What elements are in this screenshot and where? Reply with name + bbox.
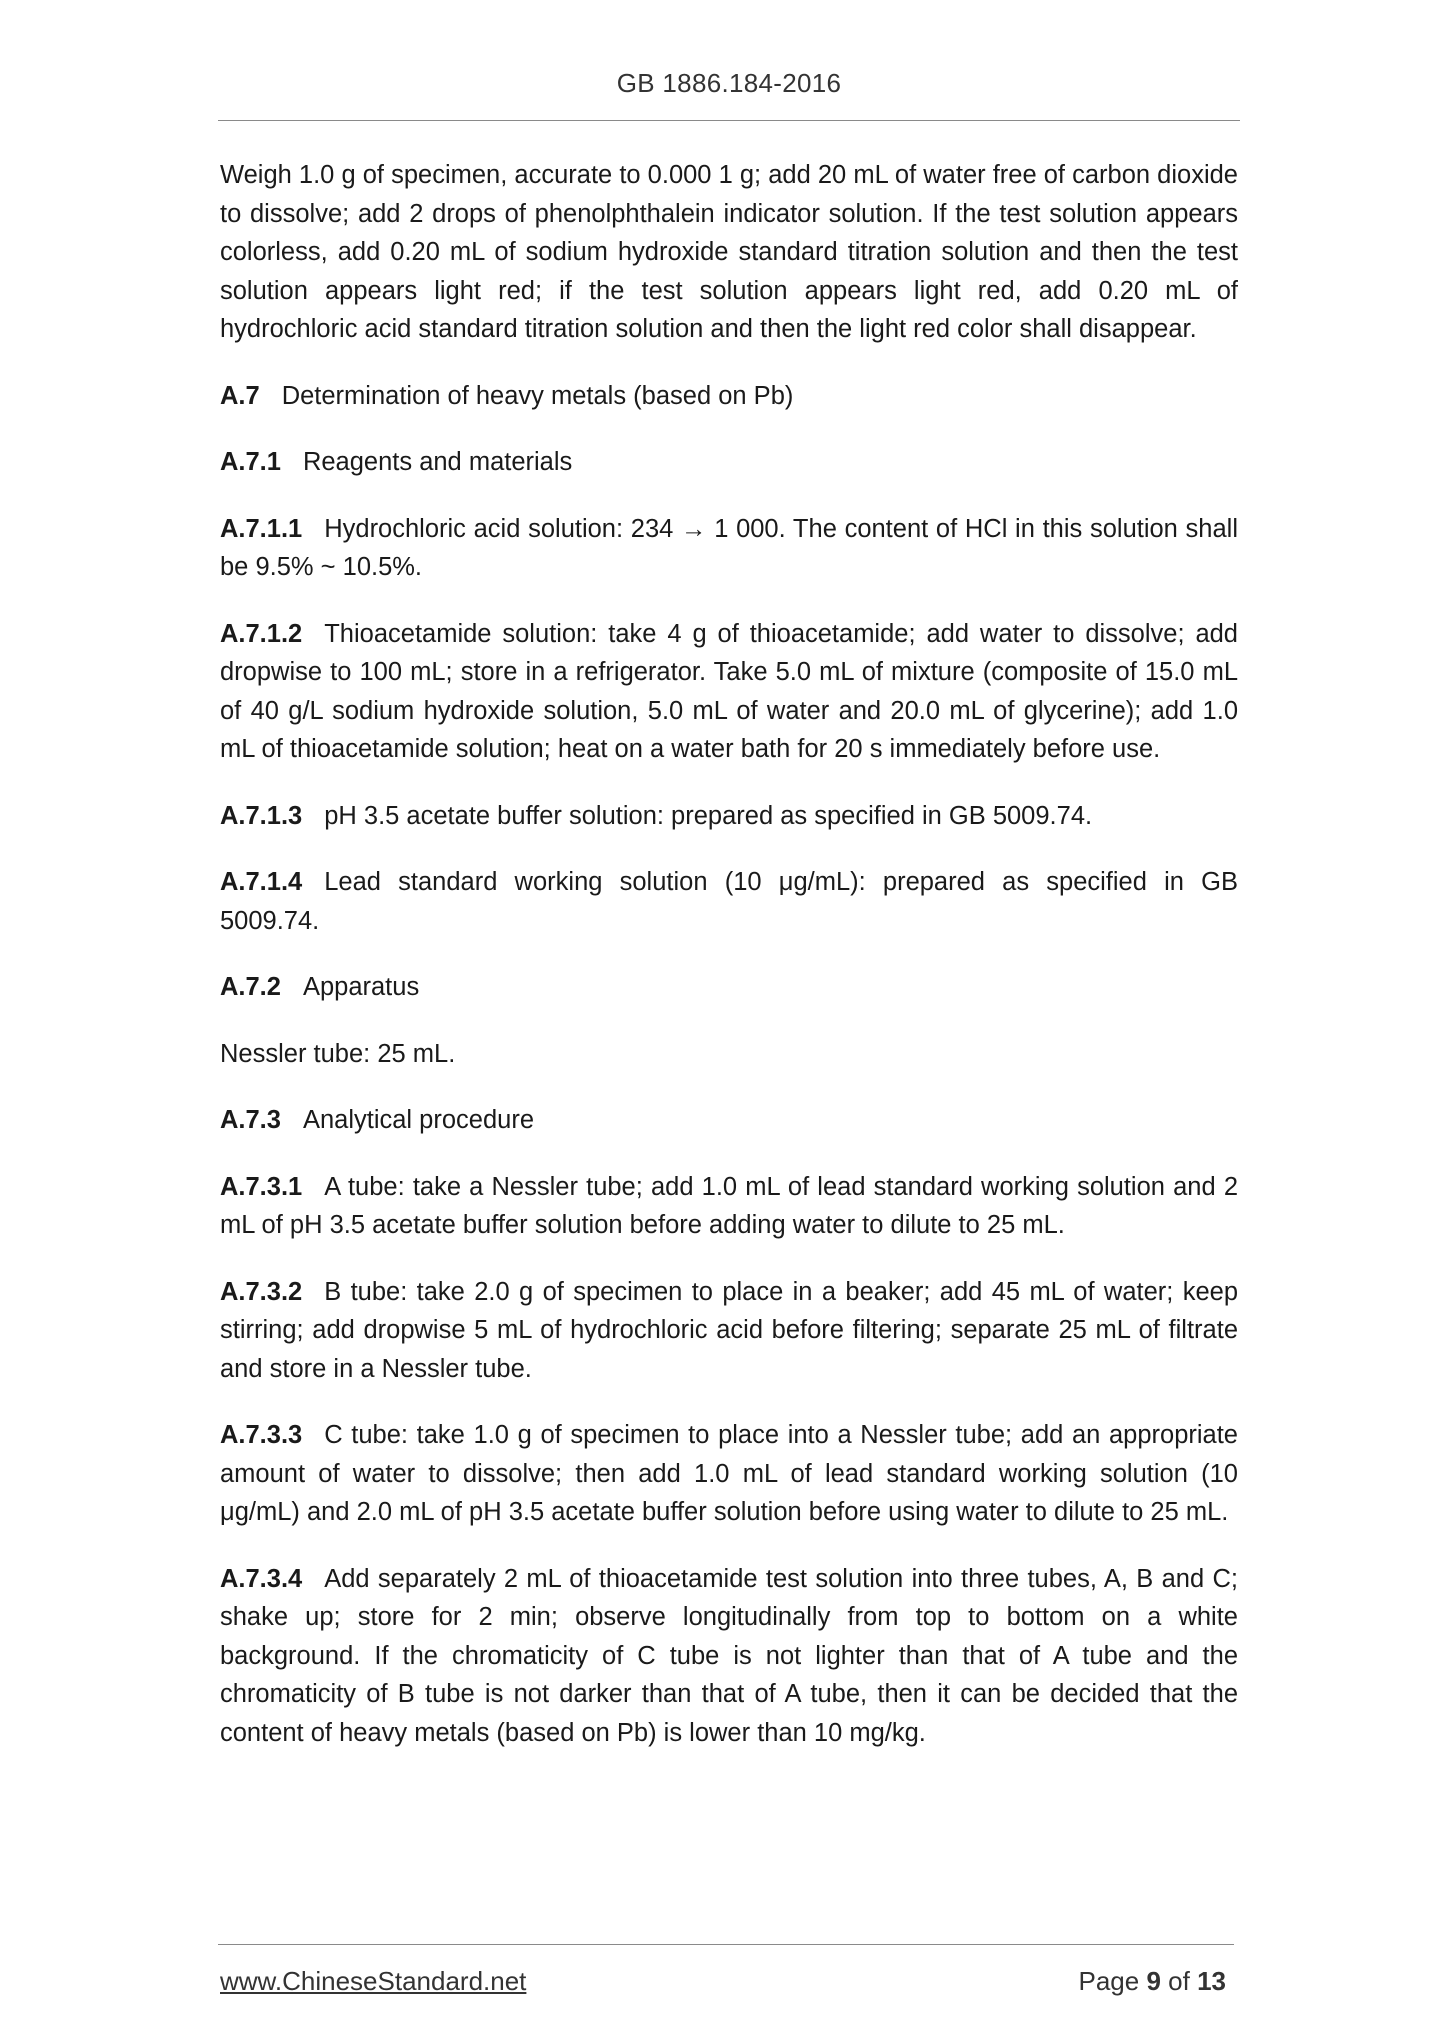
section-a7-1-4: [220, 863, 1238, 940]
page-current: 9: [1146, 1966, 1161, 1996]
section-text: Add separately 2 mL of thioacetamide test solution into three tubes, A, B and C; shake up; store for 2 min; observe longitudinally from top to bottom on a white background. If the chromaticity of C tube is not lighter than that of A tube and the chromaticity of B tube is not darker than that of A tube, then it can be decided that the content of heavy metals (based on Pb) is lower than 10 mg/kg.: [220, 1564, 1238, 1747]
section-number: A.7.1.2: [220, 619, 303, 648]
section-a7-1: [220, 443, 1238, 482]
section-number: A.7.1.4: [220, 868, 303, 896]
section-number: A.7.3.1: [220, 1172, 303, 1201]
section-text: Nessler tube: 25 mL.: [220, 1039, 456, 1068]
section-number: A.7: [220, 381, 260, 410]
intro-paragraph: Weigh 1.0 g of specimen, accurate to 0.000 1 g; add 20 mL of water free of carbon dioxide to dissolve; add 2 drops of phenolphthalein indicator solution. If the test solution appears colorless, add 0.20 mL of sodium hydroxide standard titration solution and then the test solution appears light red; if the test solution appears light red, add 0.20 mL of hydrochloric acid standard titration solution and then the light red color shall disappear.: [220, 161, 1238, 343]
section-a7-1-3: [220, 797, 1238, 836]
section-number: A.7.1.3: [220, 801, 303, 830]
section-text: pH 3.5 acetate buffer solution: prepared as specified in GB 5009.74.: [324, 801, 1093, 830]
section-number: A.7.1.1: [220, 514, 303, 543]
page-of: of: [1168, 1966, 1190, 1996]
section-text: C tube: take 1.0 g of specimen to place into a Nessler tube; add an appropriate amount of water to dissolve; then add 1.0 mL of lead standard working solution (10 μg/mL) and 2.0 mL of pH 3.5 acetate buffer solution before using water to dilute to 25 mL.: [220, 1421, 1238, 1526]
header-divider: [218, 120, 1240, 121]
section-a7-2: [220, 968, 1238, 1007]
section-a7-3-1: [220, 1168, 1238, 1245]
section-number: A.7.3: [220, 1106, 281, 1134]
section-a7-3-4: [220, 1560, 1238, 1753]
section-number: A.7.2: [220, 973, 281, 1001]
section-text: Analytical procedure: [302, 1106, 534, 1134]
section-text: Reagents and materials: [302, 448, 573, 476]
section-number: A.7.3.4: [220, 1564, 303, 1593]
section-number: A.7.3.3: [220, 1421, 303, 1449]
section-a7-1-2: [220, 615, 1238, 769]
footer-divider: [218, 1944, 1234, 1945]
page-total: 13: [1197, 1966, 1226, 1996]
section-a7-3-2: [220, 1273, 1238, 1389]
page-prefix: Page: [1078, 1966, 1140, 1996]
section-text: Lead standard working solution (10 μg/mL): prepared as specified in GB 5009.74.: [220, 868, 1238, 935]
section-text: Hydrochloric acid solution: 234 → 1 000. The content of HCl in this solution shall be 9.5% ~ 10.5%.: [220, 514, 1238, 581]
section-text: B tube: take 2.0 g of specimen to place in a beaker; add 45 mL of water; keep stirring; add dropwise 5 mL of hydrochloric acid before filtering; separate 25 mL of filtrate and store in a Nessler tube.: [220, 1277, 1238, 1383]
section-a7-1-1: [220, 510, 1238, 587]
document-body: [220, 156, 1238, 1780]
section-number: A.7.3.2: [220, 1277, 303, 1306]
section-a7: [220, 377, 1238, 416]
apparatus-text: [220, 1035, 1238, 1074]
page-number: [1078, 1966, 1226, 1997]
website-link[interactable]: www.ChineseStandard.net: [220, 1966, 527, 1996]
section-text: A tube: take a Nessler tube; add 1.0 mL of lead standard working solution and 2 mL of pH 3.5 acetate buffer solution before adding water to dilute to 25 mL.: [220, 1172, 1238, 1239]
section-a7-3-3: [220, 1416, 1238, 1532]
section-number: A.7.1: [220, 448, 281, 476]
section-text: Apparatus: [302, 973, 420, 1001]
section-text: Thioacetamide solution: take 4 g of thioacetamide; add water to dissolve; add dropwise to 100 mL; store in a refrigerator. Take 5.0 mL of mixture (composite of 15.0 mL of 40 g/L sodium hydroxide solution, 5.0 mL of water and 20.0 mL of glycerine); add 1.0 mL of thioacetamide solution; heat on a water bath for 20 s immediately before use.: [220, 619, 1238, 763]
section-a7-3: [220, 1101, 1238, 1140]
document-header: GB 1886.184-2016: [616, 68, 842, 98]
section-text: Determination of heavy metals (based on Pb): [281, 381, 794, 410]
